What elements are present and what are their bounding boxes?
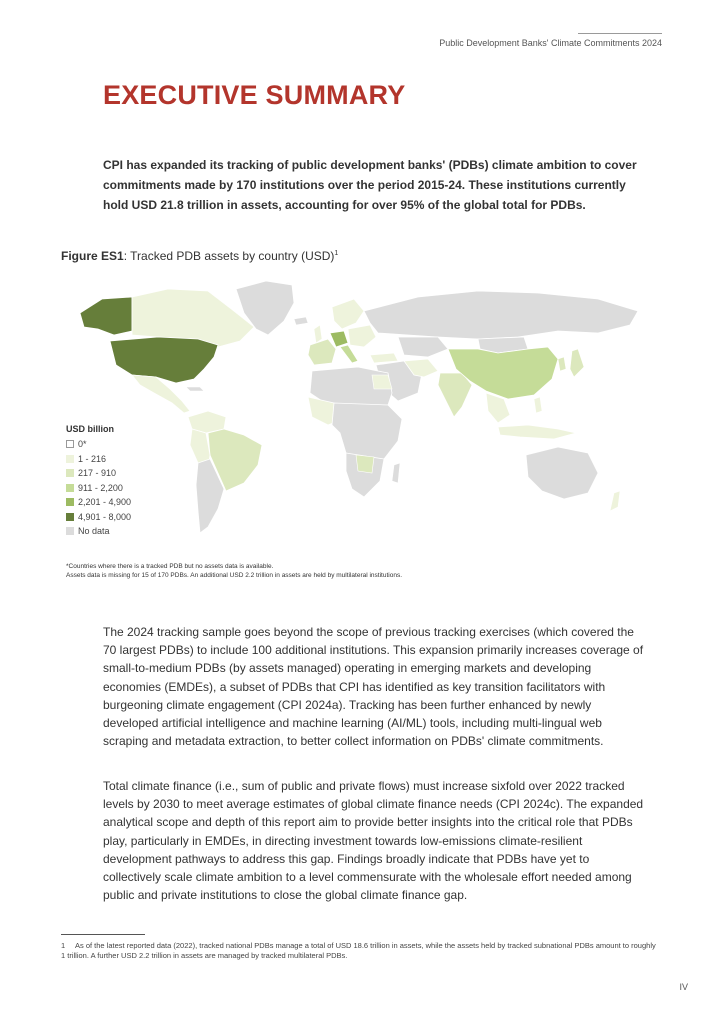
legend-item [66, 452, 131, 467]
footnote-text: As of the latest reported data (2022), tracked national PDBs manage a total of USD 18.6 trillion in assets, while the assets held by tracked subnational PDBs amount to roughly 1 trillion. A further USD 2.2 trillion in assets are managed by tracked multilateral PDBs. [61, 941, 656, 960]
map-india [438, 373, 472, 417]
map-usa [110, 337, 218, 383]
legend-label: 911 - 2,200 [78, 482, 123, 493]
map-australia [526, 447, 598, 499]
world-map [58, 277, 668, 552]
figure-caption-text: : Tracked PDB assets by country (USD) [123, 249, 335, 263]
legend-swatch [66, 469, 74, 477]
legend-label: 0* [78, 439, 87, 450]
map-korea [558, 357, 566, 371]
legend-label: No data [78, 526, 110, 537]
footnote-rule [61, 934, 145, 935]
map-japan [570, 349, 584, 377]
legend-item [66, 524, 131, 539]
legend-swatch [66, 498, 74, 506]
body-paragraph-1: The 2024 tracking sample goes beyond the scope of previous tracking exercises (which covered the 70 largest PDBs) to include 100 additional institutions. This expansion primarily increases coverage of small-to-medium PDBs (by assets managed) operating in emerging markets and developing economies (EMDEs), a subset of PDBs that CPI has identified as key transition facilitators with burgeoning climate engagement (CPI 2024a). Tracking has been further enhanced by newly developed artificial intelligence and machine learning (AI/ML) tools, including multi-lingual web scraping and metadata extraction, to better collect information on PDBs' climate commitments. [103, 625, 644, 749]
figure-label: Figure ES1 [61, 249, 124, 263]
map-philippines [534, 397, 542, 413]
figure-notes [66, 562, 402, 580]
legend-item [66, 510, 131, 525]
legend-item [66, 466, 131, 481]
map-italy [340, 345, 358, 363]
body-paragraph-2: Total climate finance (i.e., sum of public and private flows) must increase sixfold over 2022 tracked levels by 2030 to meet average estimates of global climate finance needs (CPI 2024c). The expanded analytical scope and depth of this report aim to provide better insights into the critical role that PDBs play, particularly in EMDEs, in directing investment towards low-emissions climate-resilient development pathways to address this gap. Findings broadly indicate that PDBs have yet to collectively scale climate ambition to a level commensurate with the wholesale effort needed among public and private institutions to close the global climate finance gap. [103, 779, 644, 903]
map-russia [364, 291, 638, 339]
map-indonesia [498, 425, 576, 439]
figure-note-2: Assets data is missing for 15 of 170 PDBs. An additional USD 2.2 trillion in assets are held by multilateral institutions. [66, 572, 402, 579]
page-title: EXECUTIVE SUMMARY [103, 80, 406, 110]
map-central-asia [398, 337, 448, 357]
legend-swatch [66, 455, 74, 463]
map-alaska [80, 297, 132, 335]
map-iceland [294, 317, 308, 325]
map-france-spain [308, 339, 336, 365]
map-turkey [370, 353, 398, 363]
map-eastern-europe [348, 325, 376, 347]
legend-label: 4,901 - 8,000 [78, 511, 132, 522]
footnote [61, 941, 661, 961]
legend-swatch [66, 440, 74, 448]
legend-item [66, 437, 131, 452]
map-uk [314, 325, 322, 343]
map-madagascar [392, 463, 400, 483]
legend-label: 217 - 910 [78, 468, 117, 479]
map-zambia-zimbabwe [356, 455, 374, 473]
legend-swatch [66, 484, 74, 492]
legend-title: USD billion [66, 424, 114, 434]
legend-item [66, 481, 131, 496]
figure-footnote-ref: 1 [334, 250, 339, 257]
map-legend [66, 424, 131, 539]
map-scandinavia [332, 299, 364, 329]
footnote-number: 1 [61, 941, 66, 950]
legend-label: 1 - 216 [78, 453, 107, 464]
running-header: Public Development Banks' Climate Commitments 2024 [439, 38, 662, 48]
legend-label: 2,201 - 4,900 [78, 497, 132, 508]
figure-caption [61, 249, 338, 263]
legend-swatch [66, 527, 74, 535]
map-caribbean [186, 387, 204, 391]
legend-swatch [66, 513, 74, 521]
header-rule [578, 33, 662, 34]
legend-items [66, 437, 131, 539]
map-new-zealand [610, 491, 620, 511]
figure-note-1: *Countries where there is a tracked PDB but no assets data is available. [66, 563, 274, 570]
legend-item [66, 495, 131, 510]
lead-paragraph: CPI has expanded its tracking of public development banks' (PDBs) climate ambition to cover commitments made by 170 institutions over the period 2015-24. These institutions currently hold USD 21.8 trillion in assets, accounting for over 95% of the global total for PDBs. [103, 158, 637, 212]
page-number: IV [679, 982, 688, 992]
